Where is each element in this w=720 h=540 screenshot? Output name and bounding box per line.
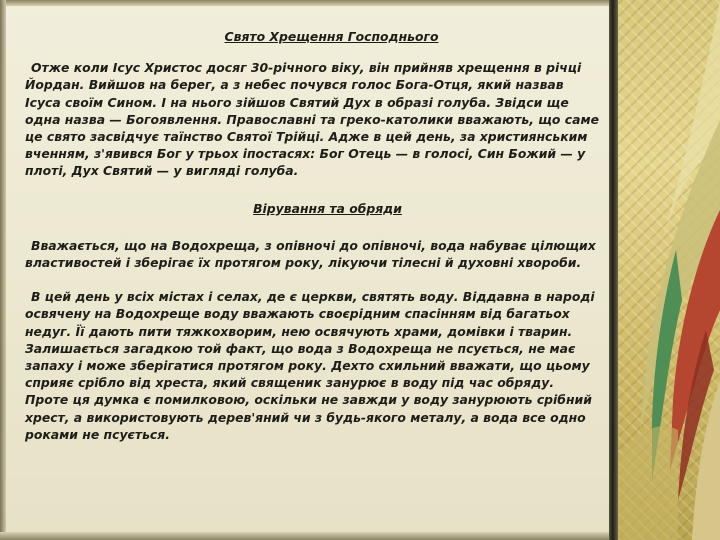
- frame-bottom-border: [0, 532, 616, 540]
- frame-top-border: [0, 0, 616, 6]
- slide-title: Свято Хрещення Господнього: [224, 29, 439, 44]
- rituals-paragraph: В цей день у всіх містах і селах, де є церкви, святять воду. Віддавна в народі освячену на Водохреще воду вважають своєрідним спасінням від багатьох недуг. Її дають пити тяжкохворим, нею освячують храми, домівки і тварин. Залишається загадкою той факт, що вода з Водохреща не псується, не має запаху і може зберігатися протягом року. Дехто схильний вважати, що цьому сприяє срібло від хреста, який священик занурює в воду під час обряду. Проте ця думка є помилковою, оскільки не завжди у воду занурюють срібний хрест, а використовують дерев'яний чи з будь-якого металу, а вода все одно роками не псується.: [25, 289, 595, 442]
- beliefs-paragraph: Вважається, що на Водохреща, з опівночі до опівночі, вода набуває цілющих властивостей і зберігає їх протягом року, лікуючи тілесні й духовні хвороби.: [25, 237, 596, 271]
- frame-left-border: [0, 0, 6, 540]
- decorative-ribbons-graphic: [618, 0, 720, 540]
- frame-divider: [609, 0, 618, 540]
- decorative-side-panel: [618, 0, 720, 540]
- intro-paragraph: Отже коли Ісус Христос досяг 30-річного віку, він прийняв хрещення в річці Йордан. Вийшов на берег, а з небес почувся голос Бога-Отця, який назвав Ісуса своїм Сином. І на нього зійшов Святий Дух в образі голуба. Звідси ще одна назва — Богоявлення. Православні та греко-католики вважають, що саме це свято засвідчує таїнство Святої Трійці. Адже в цей день, за християнським вченням, з'явився Бог у трьох іпостасях: Бог Отець — в голосі, Син Божий — у плоті, Дух Святий — у вигляді голуба.: [25, 60, 599, 179]
- section-title: Вірування та обряди: [253, 200, 402, 216]
- slide-content: [25, 24, 600, 443]
